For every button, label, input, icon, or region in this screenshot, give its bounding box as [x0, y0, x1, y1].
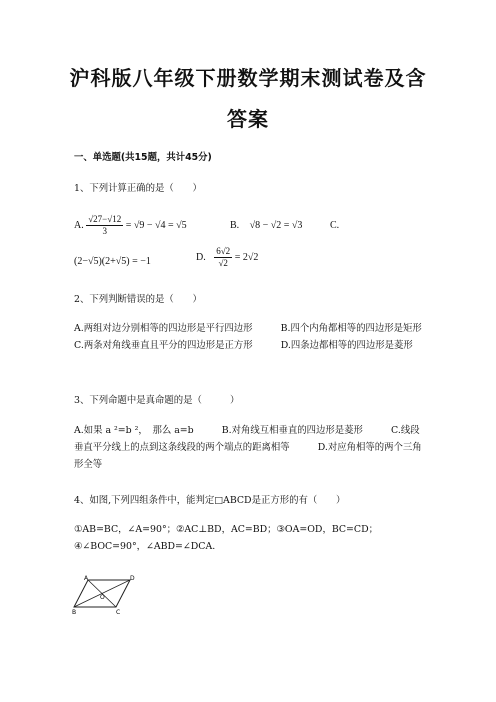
- option-d-denominator: √2: [218, 258, 228, 268]
- option-d-label: D.: [196, 251, 206, 263]
- vertex-b-label: B: [72, 609, 77, 616]
- option-d-rest: = 2√2: [234, 251, 259, 263]
- question-3-stem: 3、下列命题中是真命题的是（ ）: [74, 395, 240, 406]
- question-2-stem: 2、下列判断错误的是（ ）: [74, 294, 202, 305]
- option-a-fraction: [86, 214, 123, 237]
- option-a-numerator: √27−√12: [88, 214, 122, 224]
- question-4-stem: 4、如图,下列四组条件中，能判定□ABCD是正方形的有（ ）: [74, 495, 346, 506]
- option-b-expression: √8 − √2 = √3: [249, 220, 303, 231]
- option-a-rest: = √9 − √4 = √5: [125, 219, 187, 231]
- question-2-options: A.两组对边分别相等的四边形是平行四边形 B.四个内角都相等的四边形是矩形 C.两条对角线垂直且平分的四边形是正方形 D.四条边都相等的四边形是菱形: [74, 323, 441, 351]
- option-a-label: A.: [74, 219, 84, 231]
- question-1-option-d: [196, 246, 258, 269]
- question-1-option-b: [230, 220, 302, 232]
- option-d-numerator: 6√2: [216, 246, 231, 256]
- question-4-conditions: ①AB=BC，∠A=90°；②AC⊥BD，AC=BD；③OA=OD，BC=CD；④∠BOC=90°，∠ABD=∠DCA.: [74, 524, 378, 552]
- option-c-label: C.: [330, 220, 340, 231]
- section-heading: 一、单选题(共15题，共计45分): [74, 152, 212, 163]
- vertex-a-label: A: [84, 575, 89, 582]
- parallelogram-figure: [72, 574, 134, 614]
- center-o-label: O: [100, 594, 105, 601]
- question-1-option-a: [74, 214, 187, 237]
- option-b-label: B.: [230, 220, 240, 231]
- document-title-line2: 答案: [227, 107, 269, 131]
- question-1-stem: 1、下列计算正确的是（ ）: [74, 183, 202, 194]
- vertex-c-label: C: [116, 609, 121, 616]
- vertex-d-label: D: [130, 575, 135, 582]
- document-title-line1: 沪科版八年级下册数学期末测试卷及含: [69, 66, 427, 90]
- option-c-expression: (2−√5)(2+√5) = −1: [74, 256, 151, 267]
- option-d-fraction: [214, 246, 232, 269]
- option-a-denominator: 3: [102, 226, 107, 236]
- question-3-options: A.如果 a ²=b ²， 那么 a=b B.对角线互相垂直的四边形是菱形 C.线段垂直平分线上的点到这条线段的两个端点的距离相等 D.对应角相等的两个三角形全等: [74, 425, 422, 470]
